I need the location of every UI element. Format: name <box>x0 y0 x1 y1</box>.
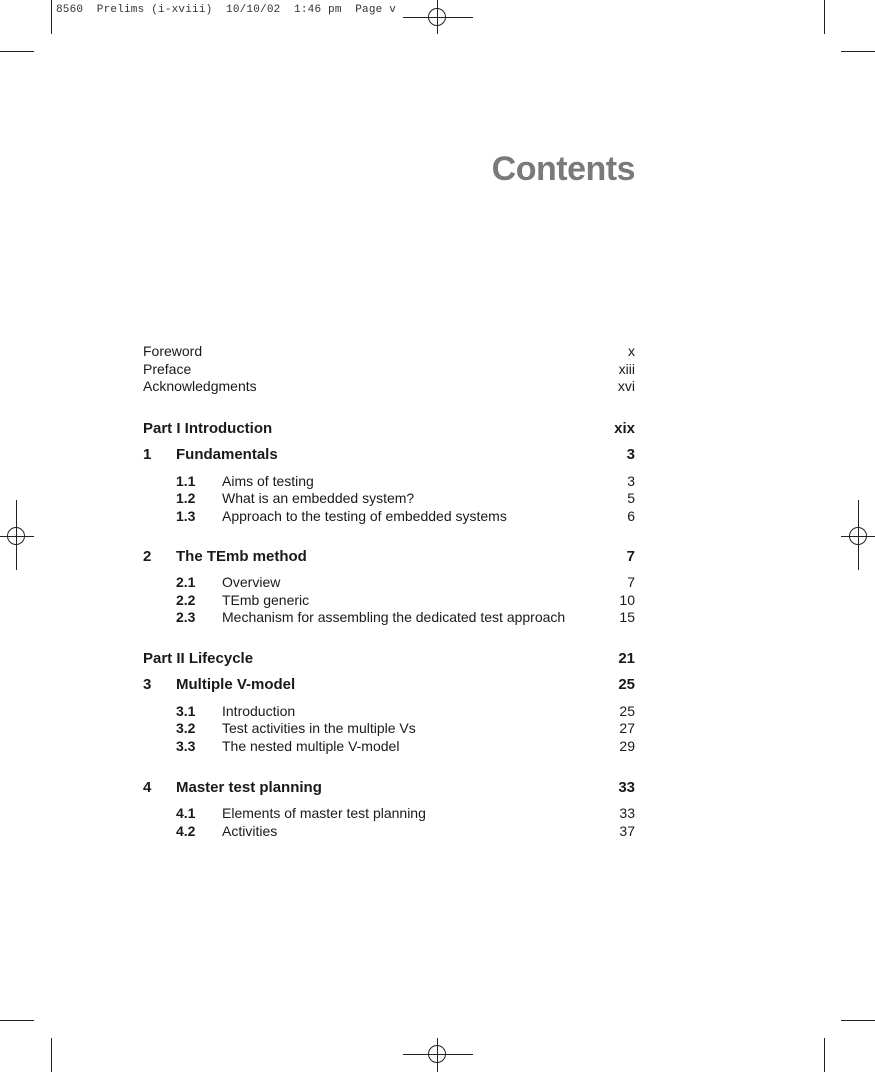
toc-entry-foreword[interactable] <box>143 343 635 361</box>
printer-slug: 8560 Prelims (i-xviii) 10/10/02 1:46 pm Page v <box>56 4 397 16</box>
chapter-number: 3 <box>143 675 152 693</box>
toc-section[interactable] <box>143 574 635 592</box>
section-title: TEmb generic <box>222 591 310 608</box>
page-number: 29 <box>619 737 635 754</box>
section-title: Test activities in the multiple Vs <box>222 720 416 736</box>
page-number: 7 <box>627 574 635 590</box>
section-number: 4.1 <box>176 805 196 821</box>
toc-section[interactable] <box>143 703 635 721</box>
entry-label: Preface <box>143 360 192 377</box>
page-number: 21 <box>618 649 635 667</box>
page-number: 25 <box>619 702 635 719</box>
section-title: What is an embedded system? <box>222 490 415 506</box>
toc-section[interactable] <box>143 805 635 823</box>
toc-section[interactable] <box>143 473 635 491</box>
entry-label: Acknowledgments <box>143 378 257 394</box>
chapter-number: 1 <box>143 445 152 463</box>
page-number: 10 <box>619 591 635 608</box>
toc-entry-preface[interactable] <box>143 361 635 379</box>
section-number: 1.1 <box>176 472 196 489</box>
crop-mark <box>841 51 875 52</box>
toc-chapter-4[interactable] <box>143 779 635 797</box>
toc-section[interactable] <box>143 490 635 508</box>
chapter-title: Multiple V-model <box>176 675 296 693</box>
crop-mark <box>51 1038 52 1072</box>
chapter-number: 4 <box>143 779 152 796</box>
toc-section[interactable] <box>143 592 635 610</box>
toc-section[interactable] <box>143 720 635 738</box>
section-number: 3.2 <box>176 720 196 736</box>
table-of-contents <box>143 343 635 840</box>
section-number: 1.2 <box>176 490 196 506</box>
crop-mark <box>824 1038 825 1072</box>
page-number: 27 <box>619 720 635 736</box>
toc-section[interactable] <box>143 609 635 627</box>
page-number: 5 <box>627 490 635 506</box>
section-number: 4.2 <box>176 822 196 839</box>
section-title: The nested multiple V-model <box>222 737 400 754</box>
page-number: xix <box>614 419 635 437</box>
page-number: 37 <box>619 822 635 839</box>
chapter-number: 2 <box>143 548 152 565</box>
section-number: 3.1 <box>176 702 196 719</box>
chapter-title: Master test planning <box>176 779 322 796</box>
section-title: Aims of testing <box>222 472 314 489</box>
section-title: Overview <box>222 574 281 590</box>
crop-mark <box>0 1020 34 1021</box>
page-number: 33 <box>618 779 635 796</box>
toc-chapter-1[interactable] <box>143 446 635 464</box>
page-title: Contents <box>491 150 635 188</box>
crop-mark <box>824 0 825 34</box>
section-number: 2.1 <box>176 574 196 590</box>
page-number: xvi <box>617 378 635 394</box>
crop-mark <box>841 1020 875 1021</box>
section-title: Elements of master test planning <box>222 805 426 821</box>
section-number: 1.3 <box>176 507 196 524</box>
chapter-title: The TEmb method <box>176 548 307 565</box>
page-number: 33 <box>619 805 635 821</box>
crop-mark <box>0 51 34 52</box>
crop-mark <box>51 0 52 34</box>
section-number: 3.3 <box>176 737 196 754</box>
toc-section[interactable] <box>143 823 635 841</box>
toc-chapter-2[interactable] <box>143 548 635 566</box>
section-title: Mechanism for assembling the dedicated test approach <box>222 609 566 625</box>
page-number: 7 <box>626 548 635 565</box>
chapter-title: Fundamentals <box>176 445 278 463</box>
page-number: 15 <box>619 609 635 625</box>
page-number: 3 <box>626 445 635 463</box>
part-label: Part I Introduction <box>143 419 273 437</box>
toc-chapter-3[interactable] <box>143 676 635 694</box>
part-label: Part II Lifecycle <box>143 649 254 667</box>
entry-label: Foreword <box>143 343 203 359</box>
section-number: 2.3 <box>176 609 196 625</box>
section-number: 2.2 <box>176 591 196 608</box>
page-number: x <box>628 343 635 359</box>
section-title: Approach to the testing of embedded systems <box>222 507 507 524</box>
page-number: xiii <box>618 360 635 377</box>
toc-section[interactable] <box>143 508 635 526</box>
toc-part-1[interactable] <box>143 420 635 438</box>
page-number: 25 <box>618 675 635 693</box>
toc-part-2[interactable] <box>143 650 635 668</box>
section-title: Introduction <box>222 702 296 719</box>
page-number: 3 <box>627 472 635 489</box>
toc-entry-acknowledgments[interactable] <box>143 378 635 396</box>
toc-section[interactable] <box>143 738 635 756</box>
section-title: Activities <box>222 822 278 839</box>
page-number: 6 <box>627 507 635 524</box>
